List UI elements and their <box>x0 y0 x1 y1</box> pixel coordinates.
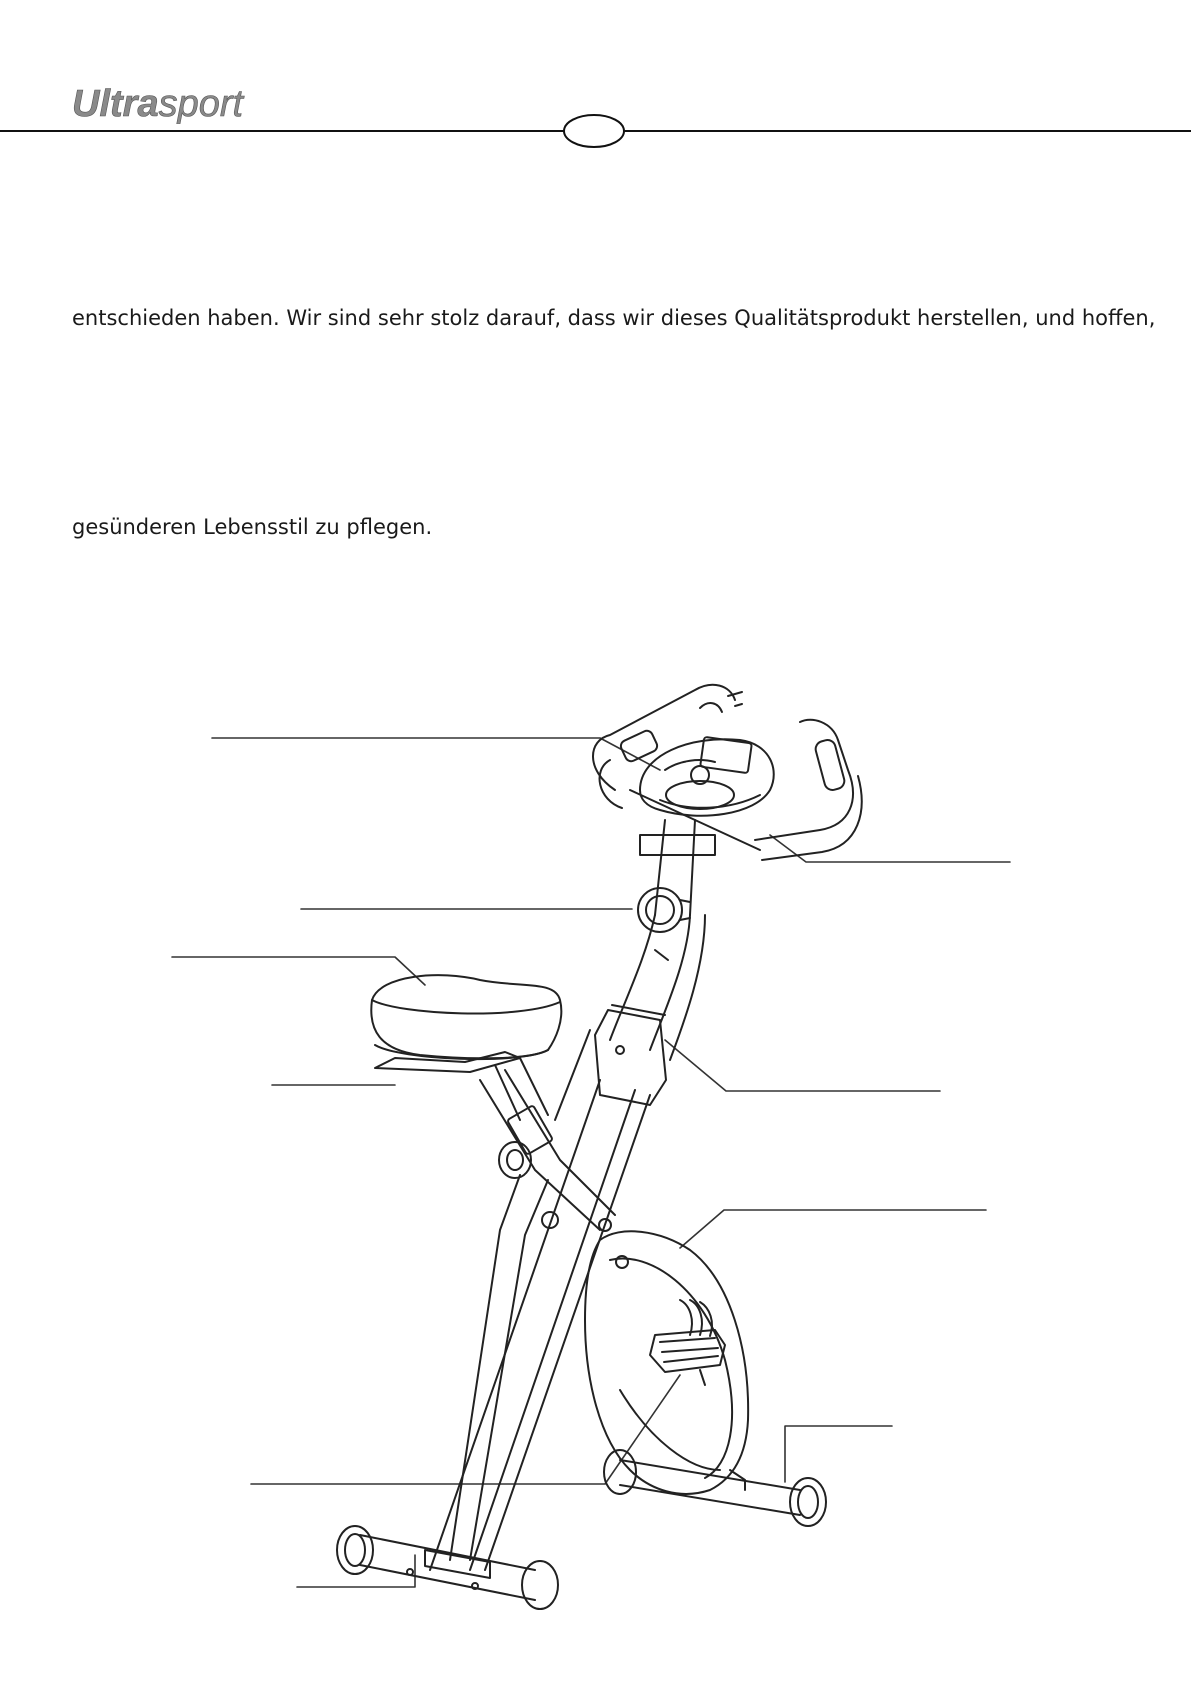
seat <box>371 975 561 1072</box>
page-number-badge <box>564 115 624 147</box>
header-rule <box>0 0 1191 160</box>
handlebar <box>593 685 862 860</box>
tension-knob <box>638 888 682 932</box>
svg-text:Ultrasport: Ultrasport <box>72 84 244 124</box>
upright-post <box>610 820 715 1060</box>
exercise-bike-illustration <box>0 660 1191 1684</box>
front-stabilizer <box>337 1526 558 1609</box>
callout-line-front-stabilizer <box>297 1555 415 1587</box>
frame-cover <box>595 1005 666 1105</box>
callout-line-seat <box>172 957 425 985</box>
main-frame <box>430 1030 650 1570</box>
body-text-line-1: entschieden haben. Wir sind sehr stolz darauf, dass wir dieses Qualitätsprodukt herstellen, und hoffen, <box>72 306 1156 330</box>
callout-line-handlebar <box>770 835 1010 862</box>
body-text-line-2: gesünderen Lebensstil zu pflegen. <box>72 515 433 539</box>
callout-line-rear-stabilizer <box>785 1426 892 1482</box>
callout-lines <box>172 738 1010 1587</box>
callout-line-flywheel-housing <box>680 1210 986 1248</box>
pedal <box>650 1330 725 1385</box>
callout-line-frame-cover <box>665 1040 940 1091</box>
